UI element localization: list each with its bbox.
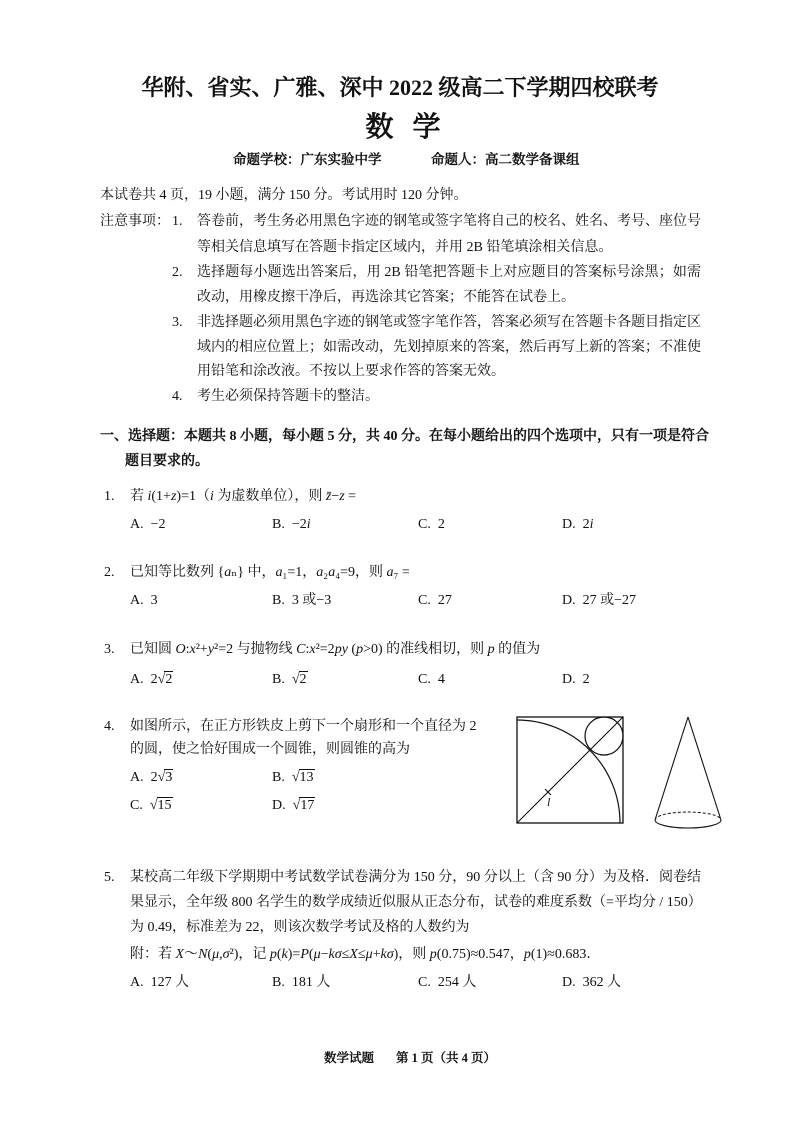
math-variable: X [349, 947, 358, 962]
option-value [150, 798, 173, 813]
option-value: −2 [150, 517, 166, 532]
question-number: 4. [104, 719, 115, 734]
option-label: C. [130, 798, 143, 813]
square-root [292, 672, 308, 687]
note-number: 2. [172, 265, 183, 280]
option-value: 2√2 [150, 672, 173, 687]
math-variable: z̄ [325, 489, 332, 504]
math-variable: p [429, 947, 437, 962]
question-number: 5. [104, 870, 115, 885]
note-text-line: 域内的相应位置上；如需改动，先划掉原来的答案，然后再写上新的答案；不准使 [197, 340, 701, 355]
option-c [418, 669, 445, 691]
radicand: 3 [165, 770, 173, 785]
question-stem-line: 某校高二年级下学期期中考试数学试卷满分为 150 分，90 分以上（含 90 分）为及格．阅卷结 [130, 870, 701, 885]
math-variable: i [589, 517, 594, 532]
option-label: B. [272, 517, 285, 532]
radical-sign: √ [157, 672, 166, 687]
math-variable: O [175, 642, 186, 657]
math-variable: σ [334, 947, 342, 962]
radical-sign: √ [291, 770, 300, 785]
question-stem-line: 已知圆 O:x²+y²=2 与抛物线 C:x²=2py (p>0) 的准线相切，则 p 的值为 [130, 642, 541, 657]
cone-right-edge [688, 717, 721, 820]
note-text-line: 考生必须保持答题卡的整洁。 [197, 389, 379, 404]
math-variable: a [328, 565, 336, 580]
option-value: 3 [150, 593, 158, 608]
option-a [130, 972, 189, 994]
option-label: B. [272, 672, 285, 687]
option-value: 254 人 [437, 975, 477, 990]
option-label: A. [130, 517, 144, 532]
note-text-line: 选择题每小题选出答案后，用 2B 铅笔把答题卡上对应题目的答案标号涂黑；如需 [197, 265, 701, 280]
math-variable: P [300, 947, 309, 962]
option-label: A. [130, 975, 144, 990]
math-variable: p [269, 947, 277, 962]
radicand: 2 [165, 672, 173, 687]
question-number: 1. [104, 489, 115, 504]
footer-page-number: 第 1 页（共 4 页） [396, 1051, 497, 1065]
question-4-figure [510, 710, 735, 840]
section-heading: 一、选择题：本题共 8 小题，每小题 5 分，共 40 分。在每小题给出的四个选项中，只有一项是符合 [100, 429, 709, 444]
option-label: D. [562, 975, 576, 990]
radical-sign: √ [291, 672, 300, 687]
math-variable: k [281, 947, 288, 962]
square-root [158, 770, 174, 785]
radicand: 15 [157, 798, 172, 813]
math-variable: y [207, 642, 215, 657]
subject-title: 数 学 [365, 112, 447, 143]
option-label: B. [272, 975, 285, 990]
setter-group: 命题人：高二数学备课组 [431, 152, 580, 167]
math-variable: k [328, 947, 335, 962]
math-variable: x [189, 642, 196, 657]
math-variable: μ [212, 947, 220, 962]
option-d [562, 972, 621, 994]
option-value: 3 或−3 [291, 593, 332, 608]
math-variable: z [339, 489, 345, 504]
section-heading-continued: 题目要求的。 [125, 454, 209, 469]
option-d [562, 669, 590, 691]
option-c [418, 514, 445, 536]
option-label: B. [272, 593, 285, 608]
option-value: 4 [437, 672, 445, 687]
option-value: 27 [437, 593, 452, 608]
option-label: A. [130, 672, 144, 687]
question-stem-line: 已知等比数列 {aₙ} 中，a₁=1，a₂a₄=9，则 a₇ = [130, 565, 410, 580]
math-variable: X [175, 947, 185, 962]
option-a [130, 767, 173, 789]
notes-label: 注意事项： [100, 214, 170, 229]
radicand: 17 [300, 798, 315, 813]
math-variable: x [309, 642, 316, 657]
note-text-line: 改动，用橡皮擦干净后，再选涂其它答案；不能答在试卷上。 [197, 290, 575, 305]
note-number: 4. [172, 389, 183, 404]
option-value: 2√3 [150, 770, 173, 785]
radical-sign: √ [292, 798, 301, 813]
question-number: 3. [104, 642, 115, 657]
question-stem-line: 附：若 X～N(μ,σ²)，记 p(k)=P(μ−kσ≤X≤μ+kσ)，则 p(0.75)≈0.547，p(1)≈0.683． [130, 947, 601, 962]
math-variable: σ [222, 947, 230, 962]
math-variable: k [380, 947, 387, 962]
math-variable: N [198, 947, 208, 962]
note-text-line: 用铅笔和涂改液。不按以上要求作答的答案无效。 [197, 364, 505, 379]
cone-base-back [655, 812, 721, 820]
radical-sign: √ [149, 798, 158, 813]
math-variable: p [487, 642, 495, 657]
math-variable: a [316, 565, 324, 580]
question-stem-line: 为 0.49，标准差为 22，则该次数学考试及格的人数约为 [130, 920, 470, 935]
setter-school: 命题学校：广东实验中学 [233, 152, 382, 167]
math-variable: z [170, 489, 177, 504]
option-label: C. [418, 517, 431, 532]
option-value: 2i [582, 517, 594, 532]
math-variable: p [523, 947, 531, 962]
option-a [130, 590, 158, 612]
square-root [150, 798, 173, 813]
option-d [562, 590, 636, 612]
option-label: D. [562, 517, 576, 532]
option-value [293, 798, 316, 813]
option-b [272, 767, 315, 789]
option-label: D. [562, 593, 576, 608]
sector-radius-label: l [547, 795, 551, 809]
option-label: A. [130, 770, 144, 785]
option-d [272, 795, 315, 817]
question-stem-line: 果显示，全年级 800 名学生的数学成绩近似服从正态分布，试卷的难度系数（=平均分 / 150） [130, 895, 702, 910]
option-value [292, 770, 315, 785]
radical-sign: √ [157, 770, 166, 785]
square-root [158, 672, 174, 687]
option-value: 127 人 [150, 975, 190, 990]
option-b [272, 669, 308, 691]
diagonal-line [517, 717, 623, 823]
exam-title: 华附、省实、广雅、深中 2022 级高二下学期四校联考 [141, 75, 659, 100]
option-b [272, 972, 330, 994]
math-variable: μ [365, 947, 373, 962]
math-variable: i [306, 517, 311, 532]
option-label: B. [272, 770, 285, 785]
note-text-line: 答卷前，考生务必用黑色字迹的钢笔或签字笔将自己的校名、姓名、考号、座位号 [197, 214, 701, 229]
footer-subject: 数学试题 [324, 1051, 375, 1065]
option-value: −2i [291, 517, 311, 532]
math-variable: a [275, 565, 283, 580]
option-a [130, 514, 166, 536]
option-c [418, 972, 476, 994]
square-root [293, 798, 316, 813]
option-label: A. [130, 593, 144, 608]
option-label: C. [418, 672, 431, 687]
math-variable: a [224, 565, 232, 580]
option-b [272, 590, 331, 612]
option-c [418, 590, 452, 612]
square-root [292, 770, 315, 785]
option-label: D. [272, 798, 286, 813]
option-label: D. [562, 672, 576, 687]
option-value: 362 人 [582, 975, 622, 990]
option-value: 27 或−27 [582, 593, 637, 608]
option-label: C. [418, 975, 431, 990]
option-label: C. [418, 593, 431, 608]
option-value: 2 [437, 517, 445, 532]
math-variable: p [356, 642, 364, 657]
question-stem-line: 如图所示，在正方形铁皮上剪下一个扇形和一个直径为 2 [130, 719, 477, 734]
question-stem-line: 的圆，使之恰好围成一个圆锥，则圆锥的高为 [130, 742, 410, 757]
note-text-line: 非选择题必须用黑色字迹的钢笔或签字笔作答，答案必须写在答题卡各题目指定区 [197, 315, 701, 330]
cone-left-edge [655, 717, 688, 820]
math-variable: y [341, 642, 348, 657]
math-variable: C [296, 642, 306, 657]
math-variable: i [209, 489, 214, 504]
math-variable: p [334, 642, 342, 657]
page-footer [324, 1047, 496, 1069]
option-c [130, 795, 173, 817]
question-number: 2. [104, 565, 115, 580]
option-value: 181 人 [291, 975, 331, 990]
exam-intro: 本试卷共 4 页，19 小题，满分 150 分。考试用时 120 分钟。 [100, 188, 468, 203]
question-stem-line: 若 i(1+z)=1（i 为虚数单位），则 z̄−z = [130, 489, 357, 504]
cone-base-front [655, 820, 721, 828]
note-number: 1. [172, 214, 183, 229]
option-a [130, 669, 173, 691]
option-d [562, 514, 594, 536]
option-b [272, 514, 311, 536]
note-text-line: 等相关信息填写在答题卡指定区域内，并用 2B 铅笔填涂相关信息。 [197, 240, 613, 255]
radicand: 13 [299, 770, 314, 785]
radicand: 2 [299, 672, 307, 687]
math-variable: μ [313, 947, 321, 962]
note-number: 3. [172, 315, 183, 330]
math-variable: σ [386, 947, 394, 962]
math-variable: i [147, 489, 152, 504]
math-variable: a [386, 565, 394, 580]
option-value: 2 [582, 672, 590, 687]
option-value [292, 672, 308, 687]
